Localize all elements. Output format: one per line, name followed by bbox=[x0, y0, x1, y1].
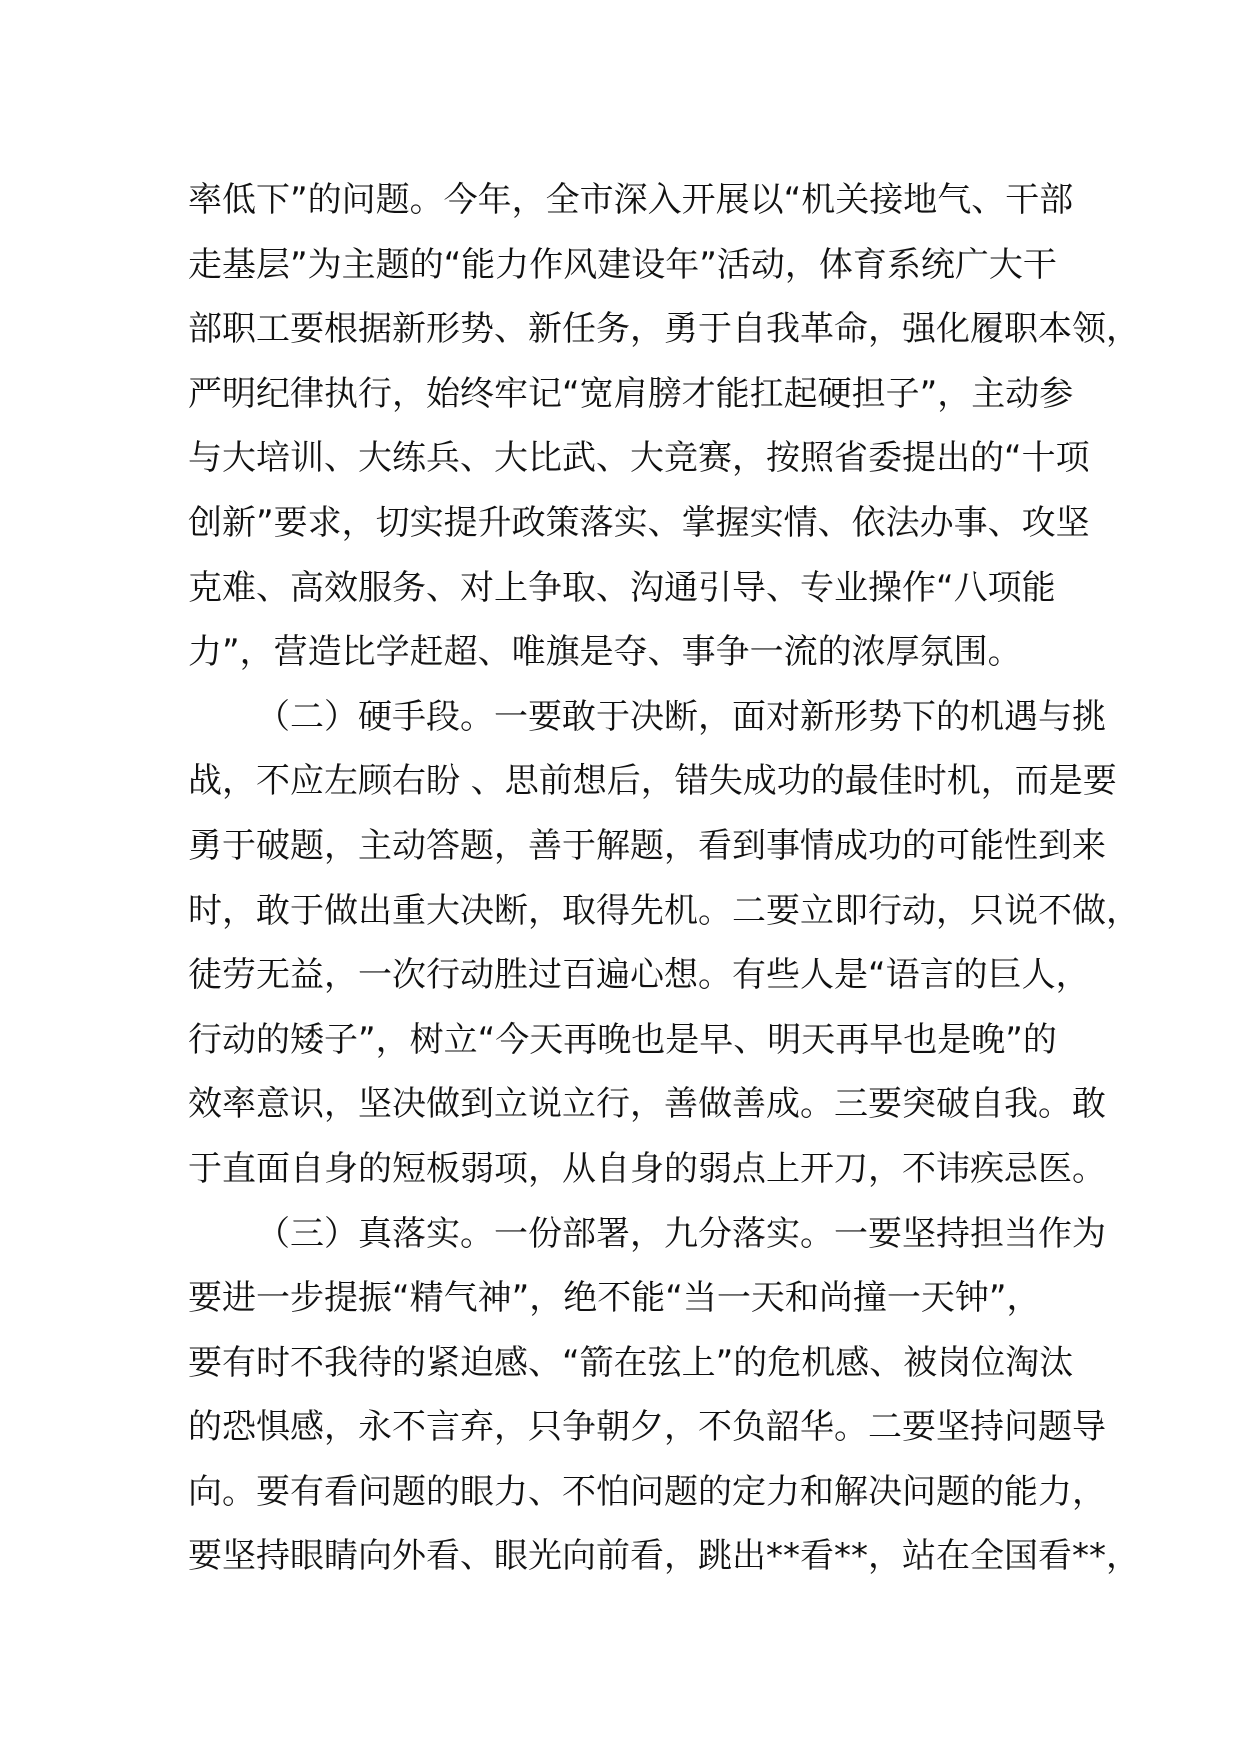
section-heading-line: （三）真落实。一份部署，九分落实。一要坚持担当作为 bbox=[256, 1213, 1106, 1254]
text-line: 要坚持眼睛向外看、眼光向前看，跳出**看**，站在全国看**， bbox=[188, 1536, 1140, 1577]
text-line: 部职工要根据新形势、新任务，勇于自我革命，强化履职本领， bbox=[188, 309, 1140, 350]
body-text bbox=[188, 168, 1140, 1589]
text-line: 创新”要求，切实提升政策落实、掌握实情、依法办事、攻坚 bbox=[188, 502, 1090, 543]
text-line: 向。要有看问题的眼力、不怕问题的定力和解决问题的能力， bbox=[188, 1471, 1106, 1512]
text-line: 徒劳无益，一次行动胜过百遍心想。有些人是“语言的巨人， bbox=[188, 955, 1090, 996]
text-line: 勇于破题，主动答题，善于解题，看到事情成功的可能性到来 bbox=[188, 825, 1106, 866]
text-line: 要进一步提振“精气神”，绝不能“当一天和尚撞一天钟”， bbox=[188, 1278, 1041, 1319]
text-line: 克难、高效服务、对上争取、沟通引导、专业操作“八项能 bbox=[188, 567, 1056, 608]
text-line: 与大培训、大练兵、大比武、大竞赛，按照省委提出的“十项 bbox=[188, 438, 1090, 479]
section-heading-line: （二）硬手段。一要敢于决断，面对新形势下的机遇与挑 bbox=[256, 696, 1106, 737]
text-line: 行动的矮子”，树立“今天再晚也是早、明天再早也是晚”的 bbox=[188, 1019, 1057, 1060]
text-line: 于直面自身的短板弱项，从自身的弱点上开刀，不讳疾忌医。 bbox=[188, 1148, 1106, 1189]
text-line: 走基层”为主题的“能力作风建设年”活动，体育系统广大干 bbox=[188, 244, 1057, 285]
text-line: 的恐惧感，永不言弃，只争朝夕，不负韶华。二要坚持问题导 bbox=[188, 1407, 1106, 1448]
text-line: 率低下”的问题。今年，全市深入开展以“机关接地气、干部 bbox=[188, 180, 1074, 220]
text-line: 要有时不我待的紧迫感、“箭在弦上”的危机感、被岗位淘汰 bbox=[188, 1342, 1074, 1383]
text-line: 严明纪律执行，始终牢记“宽肩膀才能扛起硬担子”，主动参 bbox=[188, 373, 1074, 414]
text-line: 战，不应左顾右盼 、思前想后，错失成功的最佳时机，而是要 bbox=[188, 761, 1117, 802]
text-line: 力”，营造比学赶超、唯旗是夺、事争一流的浓厚氛围。 bbox=[188, 632, 1022, 673]
text-line: 效率意识，坚决做到立说立行，善做善成。三要突破自我。敢 bbox=[188, 1084, 1106, 1125]
text-line: 时，敢于做出重大决断，取得先机。二要立即行动，只说不做， bbox=[188, 890, 1140, 931]
